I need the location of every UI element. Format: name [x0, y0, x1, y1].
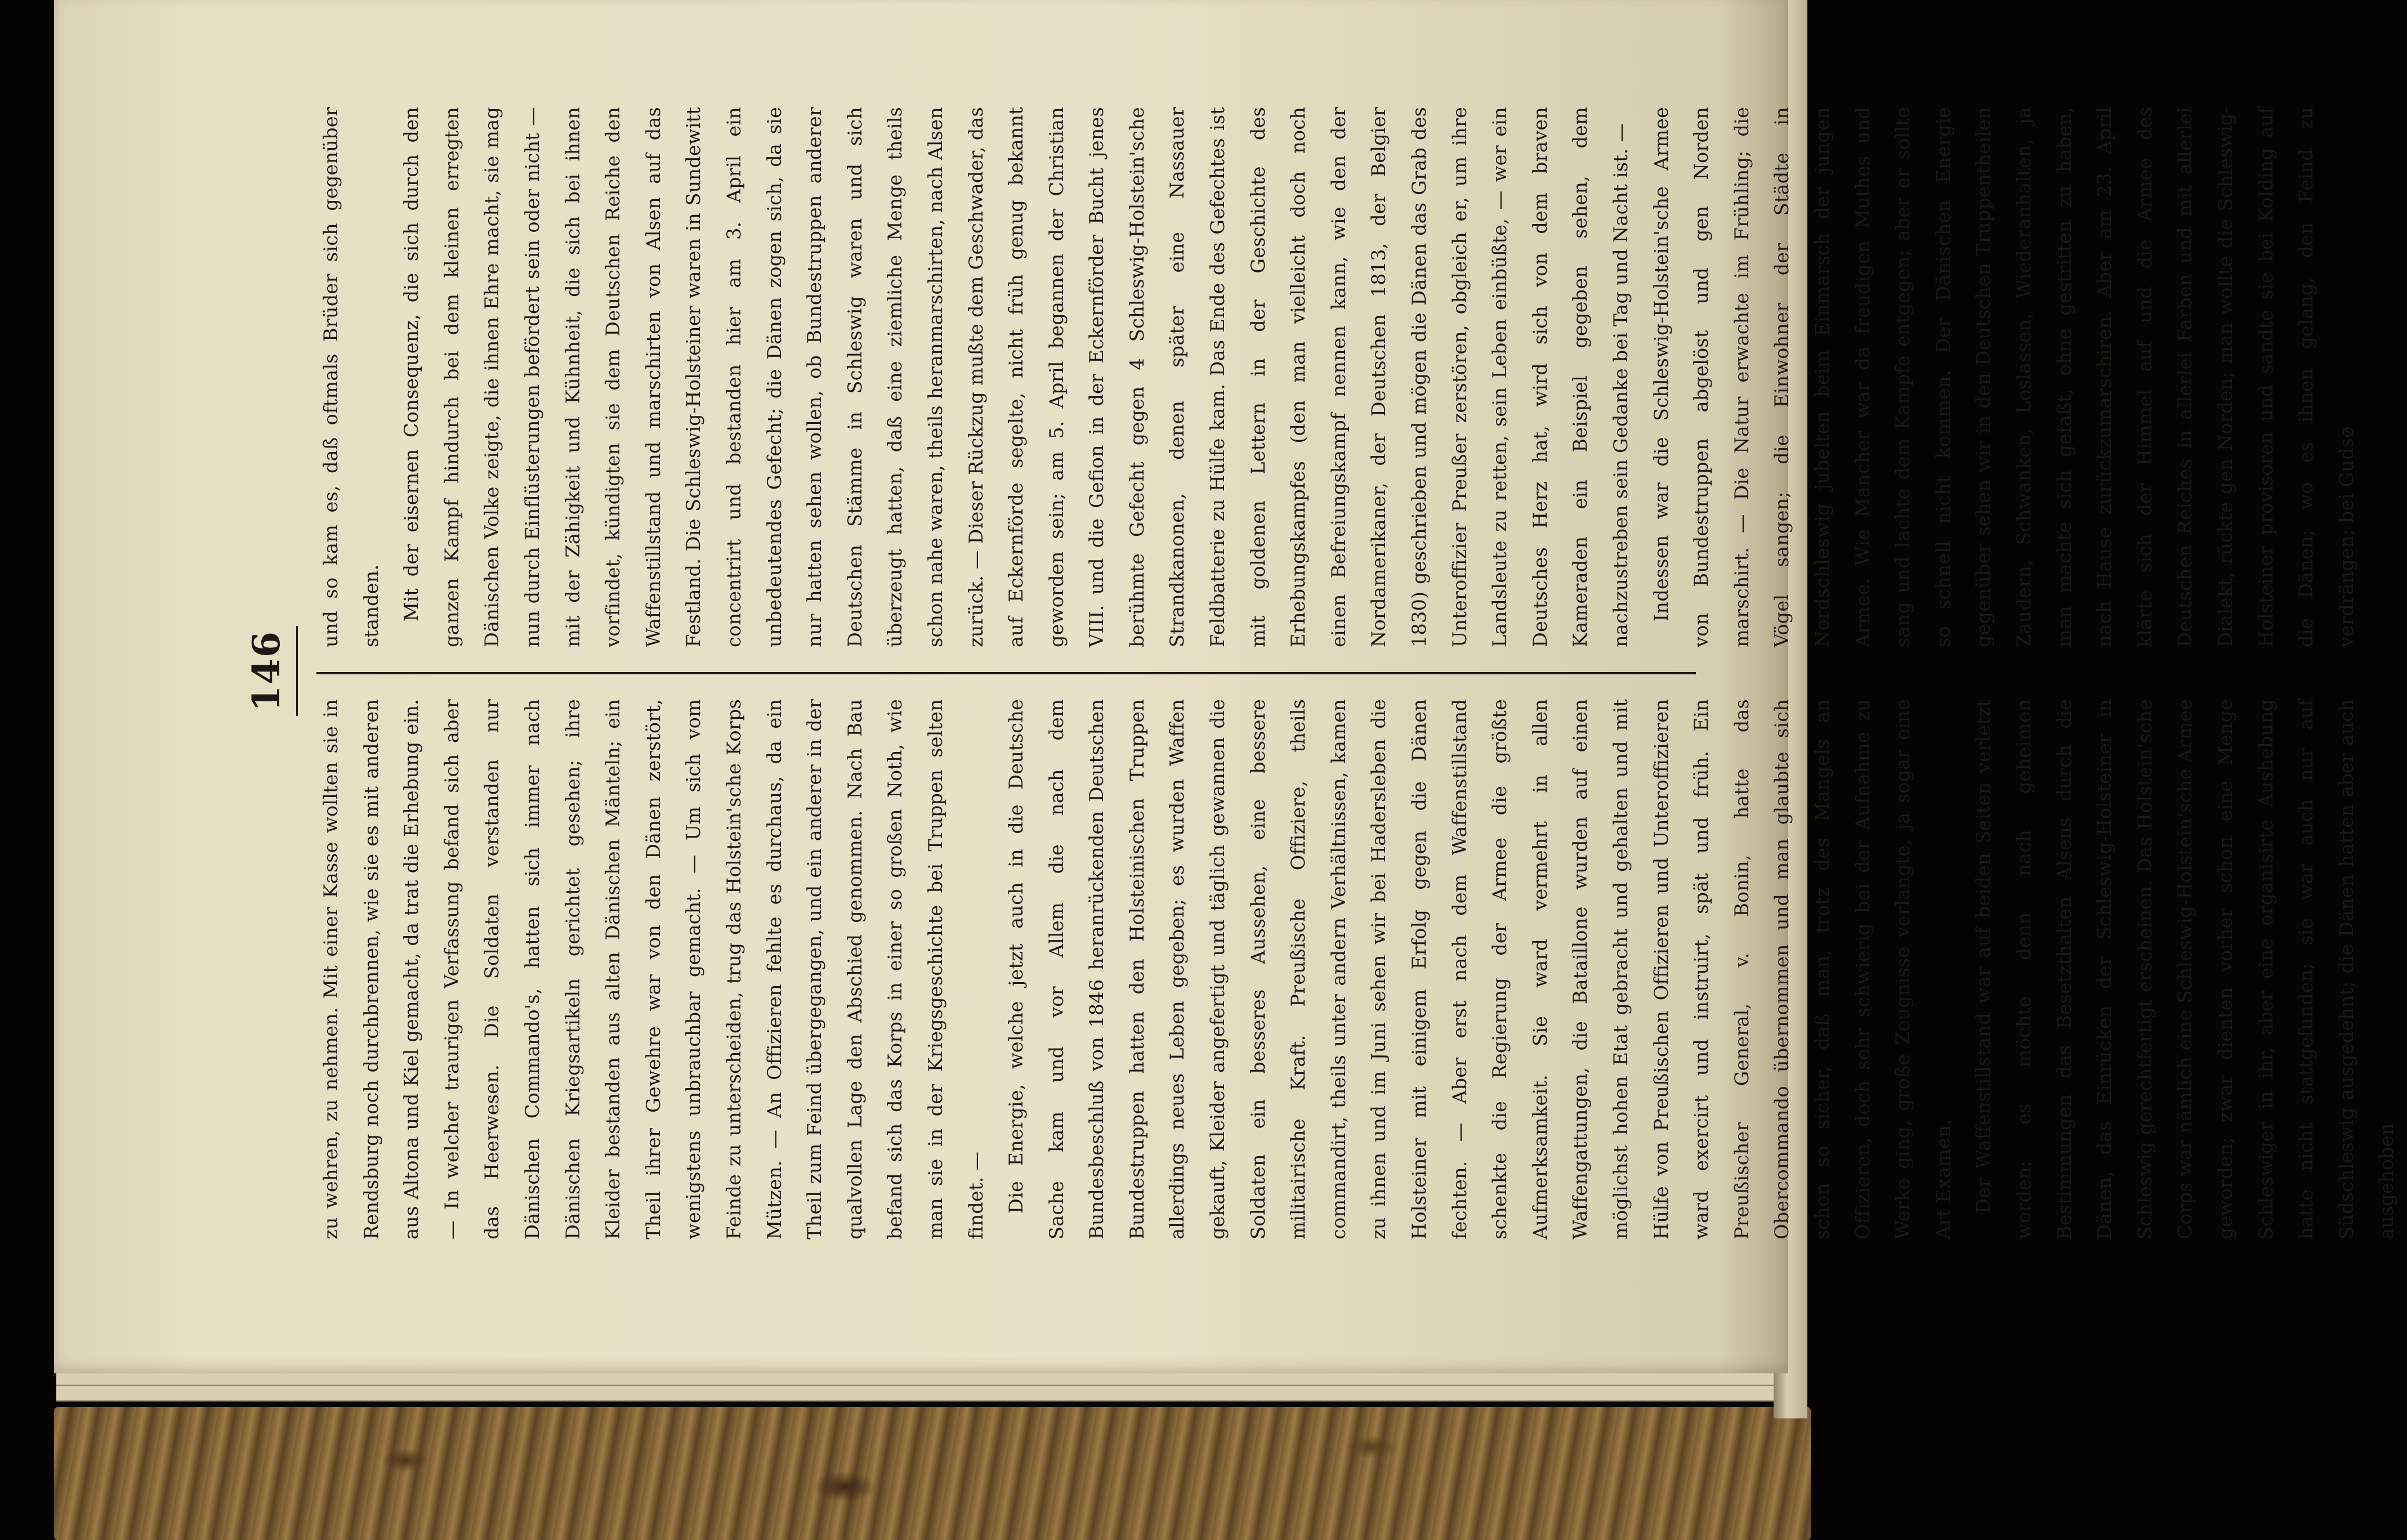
rotated-text-block: [244, 102, 2398, 1239]
paragraph: und so kam es, daß oftmals Brüder sich gegenüber standen.: [320, 107, 382, 647]
marbled-cover-edge: [54, 1407, 1811, 1540]
book-page: [54, 0, 2398, 1373]
paragraph: Der Waffenstillstand war auf beiden Seiten verletzt worden; es möchte denn nach geheimen Bestimmungen das Besetzthalten Alsens durch die Dänen, das Einrücken der Schleswig-Holsteiner in Schleswig gerechtfertigt erscheinen. Das Holstein'sche Corps war nämlich eine Schleswig-Holstein'sche Armee geworden; zwar dienten vorher schon eine Menge Schleswiger in ihr, aber eine organisirte Aushebung hatte nicht stattgefunden; sie war auch nur auf Südschleswig ausgedehnt; die Dänen hatten aber auch ausgehoben: [1972, 699, 2398, 1239]
paragraph: zu wehren, zu nehmen. Mit einer Kasse wollten sie in Rendsburg noch durchbrennen, wie sie es mit anderen aus Altona und Kiel gemacht, da trat die Erhebung ein. — In welcher traurigen Verfassung befand sich aber das Heerwesen. Die Soldaten verstanden nur Dänischen Commando's, hatten sich immer nach Dänischen Kriegsartikeln gerichtet gesehen; ihre Kleider bestanden aus alten Dänischen Mänteln; ein Theil ihrer Gewehre war von den Dänen zerstört, wenigstens unbrauchbar gemacht. — Um sich vom Feinde zu unterscheiden, trug das Holstein'sche Korps Mützen. — An Offizieren fehlte es durchaus, da ein Theil zum Feind übergegangen, und ein anderer in der qualvollen Lage den Abschied genommen. Nach Bau befand sich das Korps in einer so großen Noth, wie man sie in der Kriegsgeschichte bei Truppen selten findet. —: [320, 699, 987, 1239]
page-number: 146: [244, 630, 288, 711]
paragraph: Mit der eisernen Consequenz, die sich durch den ganzen Kampf hindurch bei dem kleinen erregten Dänischen Volke zeigte, die ihnen Ehre macht, sie mag nun durch Einflüsterungen befördert sein oder nicht — mit der Zähigkeit und Kühnheit, die sich bei ihnen vorfindet, kündigten sie dem Deutschen Reiche den Waffenstillstand und marschirten von Alsen auf das Festland. Die Schleswig-Holsteiner waren in Sundewitt concentrirt und bestanden hier am 3. April ein unbedeutendes Gefecht; die Dänen zogen sich, da sie nur hatten sehen wollen, ob Bundestruppen anderer Deutschen Stämme in Schleswig waren und sich überzeugt hatten, daß eine ziemliche Menge theils schon nahe waren, theils heranmarschirten, nach Alsen zurück. — Dieser Rückzug mußte dem Geschwader, das auf Eckernförde segelte, nicht früh genug bekannt geworden sein; am 5. April begannen der Christian VIII. und die Gefion in der Eckernförder Bucht jenes berühmte Gefecht gegen 4 Schleswig-Holstein'sche Strandkanonen, denen später eine Nassauer Feldbatterie zu Hülfe kam. Das Ende des Gefechtes ist mit goldenen Lettern in der Geschichte des Erhebungskampfes (den man vielleicht doch noch einen Befreiungskampf nennen kann, wie den der Nordamerikaner, der Deutschen 1813, der Belgier 1830) geschrieben und mögen die Dänen das Grab des Unteroffizier Preußer zerstören, obgleich er, um ihre Landsleute zu retten, sein Leben einbüßte, — wer ein Deutsches Herz hat, wird sich von dem braven Kameraden ein Beispiel gegeben sehen, dem nachzustreben sein Gedanke bei Tag und Nacht ist. —: [400, 107, 1632, 647]
right-column: [311, 107, 2357, 647]
column-divider: [316, 672, 1696, 674]
paragraph: Indessen war die Schleswig-Holstein'sche Armee von Bundestruppen abgelöst und gen Norden marschirt. — Die Natur erwachte im Frühling; die Vögel sangen; die Einwohner der Städte in Nordschleswig jubelten beim Einmarsch der jungen Armee. Wie Mancher war da freudigen Muthes und sang und lachte dem Kampfe entgegen; aber er sollte so schnell nicht kommen. Der Dänischen Energie gegenüber sehen wir in den Deutschen Truppentheilen Zaudern, Schwanken, Loslassen, Wiederanhalten, ja man machte sich gefaßt, ohne gestritten zu haben, nach Hause zurückzumarschiren. Aber am 23. April klärte sich der Himmel auf und die Armee des Deutschen Reiches in allerlei Farben und mit allerlei Dialekt, rückte gen Norden; man wollte die Schleswig-Holsteiner provisoren und sandte sie bei Kolding auf die Dänen; wo es ihnen gelang, den Feind zu verdrängen; bei Gudsø: [1650, 107, 2357, 647]
paragraph: Die Energie, welche jetzt auch in die Deutsche Sache kam und vor Allem die nach dem Bundesbeschluß von 1846 heranrückenden Deutschen Bundestruppen hatten den Holsteinischen Truppen allerdings neues Leben gegeben; es wurden Waffen gekauft, Kleider angefertigt und täglich gewannen die Soldaten ein besseres Aussehen, eine bessere militairische Kraft. Preußische Offiziere, theils commandirt, theils unter andern Verhältnissen, kamen zu ihnen und im Juni sehen wir bei Hadersleben die Holsteiner mit einigem Erfolg gegen die Dänen fechten. — Aber erst nach dem Waffenstillstand schenkte die Regierung der Armee die größte Aufmerksamkeit. Sie ward vermehrt in allen Waffengattungen, die Bataillone wurden auf einen möglichst hohen Etat gebracht und gehalten und mit Hülfe von Preußischen Offizieren und Unteroffizieren ward exercirt und instruirt, spät und früh. Ein Preußischer General, v. Bonin, hatte das Obercommando übernommen und man glaubte sich schon so sicher, daß man, trotz des Mangels an Offizieren, doch sehr schwierig bei der Aufnahme zu Werke ging, große Zeugnisse verlangte, ja sogar eine Art Examen.: [1005, 699, 1954, 1239]
left-column: [311, 699, 2398, 1239]
page-number-rule: [296, 626, 298, 716]
running-head: [244, 102, 288, 1239]
page-stack-edge: [56, 1385, 1785, 1402]
